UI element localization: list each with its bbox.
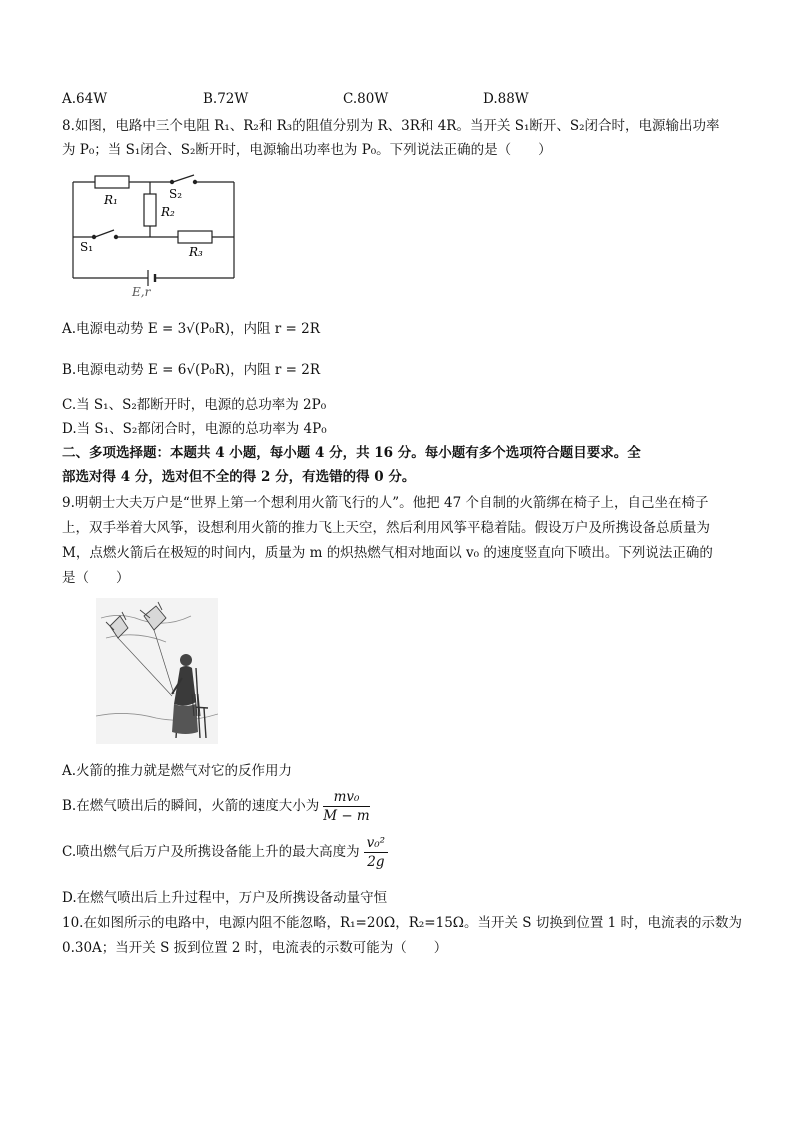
section2-heading-line2: 部选对得 4 分，选对但不全的得 2 分，有选错的得 0 分。 bbox=[62, 469, 416, 485]
q8-option-c: C.当 S₁、S₂都断开时，电源的总功率为 2P₀ bbox=[62, 397, 327, 413]
r1-resistor bbox=[95, 176, 129, 188]
q8-option-a: A.电源电动势 E = 3√(P₀R)，内阻 r = 2R bbox=[62, 321, 320, 337]
q9-option-c-text: C.喷出燃气后万户及所携设备能上升的最大高度为 bbox=[62, 844, 360, 860]
q8-stem-line1: 8.如图，电路中三个电阻 R₁、R₂和 R₃的阻值分别为 R、3R和 4R。当开关 S₁断开、S₂闭合时，电源输出功率 bbox=[62, 118, 720, 134]
q9-option-b-text: B.在燃气喷出后的瞬间，火箭的速度大小为 bbox=[62, 798, 320, 814]
q9-stem-line2: 上，双手举着大风筝，设想利用火箭的推力飞上天空，然后利用风筝平稳着陆。假设万户及所携设备总质量为 bbox=[62, 520, 710, 536]
s1-label: S₁ bbox=[80, 240, 94, 254]
q7-option-b: B.72W bbox=[203, 91, 249, 107]
q9-option-d: D.在燃气喷出后上升过程中，万户及所携设备动量守恒 bbox=[62, 890, 388, 906]
q9-option-c-denominator: 2g bbox=[367, 854, 385, 870]
s2-label: S₂ bbox=[169, 187, 183, 201]
q9-option-c-numerator: v₀² bbox=[364, 834, 388, 853]
s2-switch bbox=[173, 175, 194, 182]
r1-label: R₁ bbox=[104, 193, 118, 207]
q9-option-b-numerator: mv₀ bbox=[323, 788, 370, 807]
q9-stem-line4: 是（ ） bbox=[62, 570, 130, 586]
r3-label: R₃ bbox=[189, 245, 203, 259]
q9-option-b-denominator: M − m bbox=[323, 808, 370, 824]
q10-stem-line1: 10.在如图所示的电路中，电源内阻不能忽略，R₁=20Ω，R₂=15Ω。当开关 S 切换到位置 1 时，电流表的示数为 bbox=[62, 915, 742, 931]
r2-resistor bbox=[144, 194, 156, 226]
q8-option-d: D.当 S₁、S₂都闭合时，电源的总功率为 4P₀ bbox=[62, 421, 327, 437]
q8-option-b: B.电源电动势 E = 6√(P₀R)，内阻 r = 2R bbox=[62, 362, 321, 378]
r2-label: R₂ bbox=[161, 205, 175, 219]
q7-option-d: D.88W bbox=[483, 91, 529, 107]
q10-stem-line2: 0.30A；当开关 S 扳到位置 2 时，电流表的示数可能为（ ） bbox=[62, 940, 448, 956]
q7-option-c: C.80W bbox=[343, 91, 389, 107]
source-label: E,r bbox=[132, 285, 151, 298]
section2-heading-line1: 二、多项选择题：本题共 4 小题，每小题 4 分，共 16 分。每小题有多个选项符合题目要求。全 bbox=[62, 445, 641, 461]
q9-option-b-fraction bbox=[323, 788, 370, 825]
q9-option-c bbox=[62, 834, 388, 871]
q9-wanhu-illustration bbox=[96, 598, 218, 744]
q8-stem-line2: 为 P₀；当 S₁闭合、S₂断开时，电源输出功率也为 P₀。下列说法正确的是（ ） bbox=[62, 142, 552, 158]
q9-stem-line1: 9.明朝士大夫万户是“世界上第一个想利用火箭飞行的人”。他把 47 个自制的火箭绑在椅子上，自己坐在椅子 bbox=[62, 495, 709, 511]
q8-circuit-diagram bbox=[66, 170, 246, 298]
q9-option-a: A.火箭的推力就是燃气对它的反作用力 bbox=[62, 763, 293, 779]
q9-option-c-fraction bbox=[364, 834, 388, 871]
r3-resistor bbox=[178, 231, 212, 243]
s1-switch bbox=[95, 230, 114, 237]
q7-option-a: A.64W bbox=[62, 91, 108, 107]
q9-option-b bbox=[62, 788, 370, 825]
q9-stem-line3: M，点燃火箭后在极短的时间内，质量为 m 的炽热燃气相对地面以 v₀ 的速度竖直向下喷出。下列说法正确的 bbox=[62, 545, 713, 561]
